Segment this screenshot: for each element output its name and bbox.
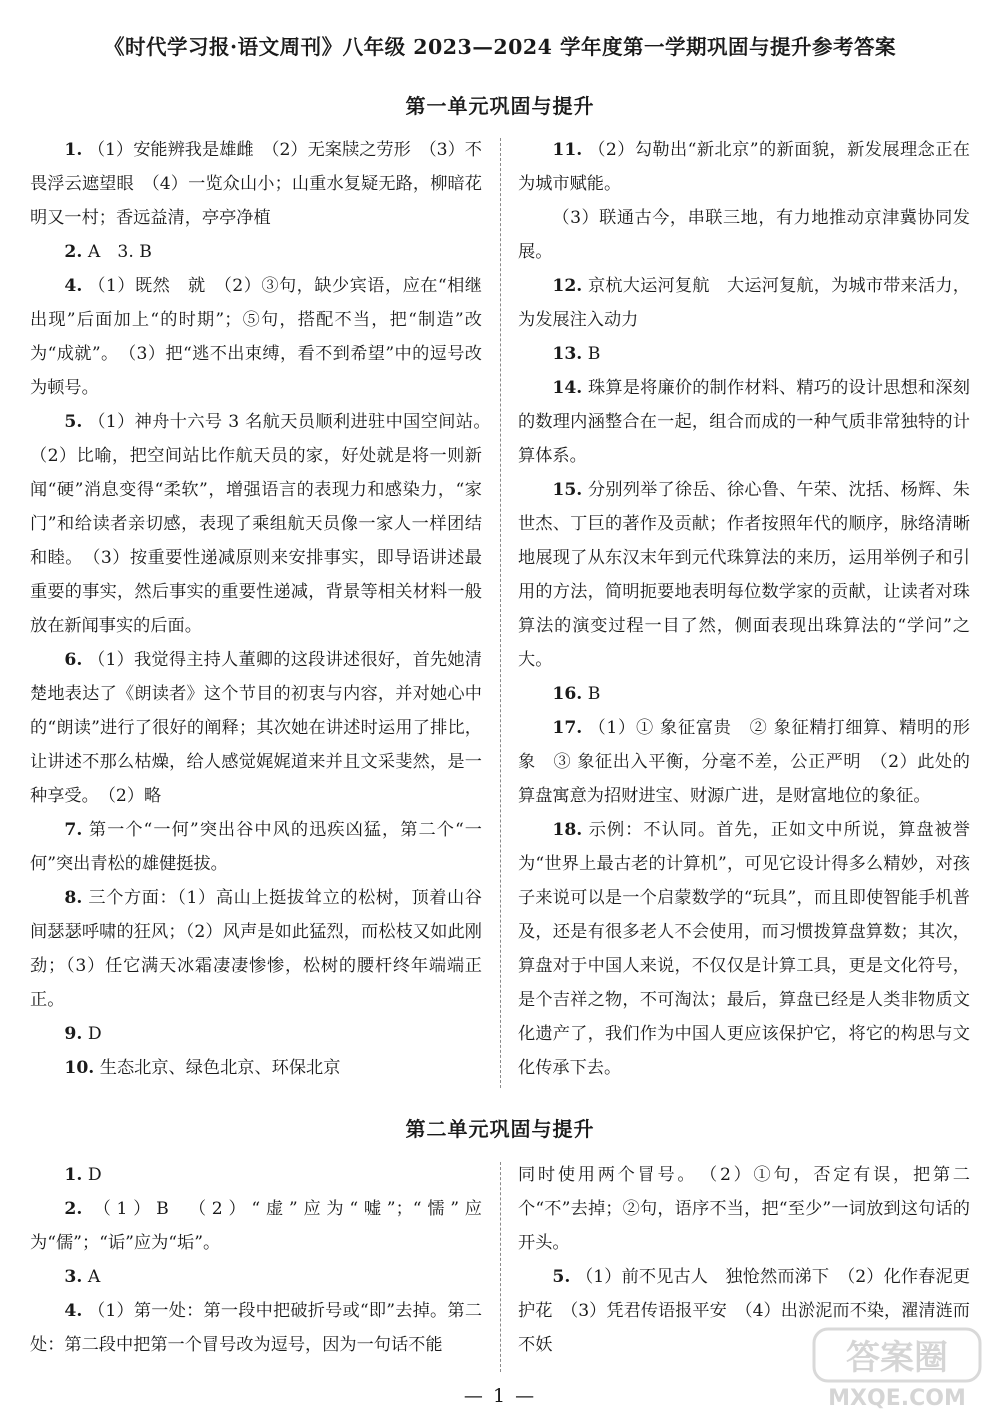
item-text: 京杭大运河复航 大运河复航，为城市带来活力，为发展注入动力 bbox=[518, 276, 970, 330]
item-number: 8. bbox=[64, 888, 83, 908]
item-text: （3）联通古今，串联三地，有力地推动京津冀协同发展。 bbox=[518, 208, 970, 262]
answer-item bbox=[30, 1017, 482, 1051]
answer-item bbox=[518, 711, 970, 813]
answer-item bbox=[30, 643, 482, 813]
item-number: 2. bbox=[64, 1199, 83, 1219]
item-number: 4. bbox=[64, 1301, 83, 1321]
answer-item bbox=[30, 1158, 482, 1192]
item-text: （1）安能辨我是雄雌 （2）无案牍之劳形 （3）不畏浮云遮望眼 （4）一览众山小；山重水复疑无路，柳暗花明又一村；香远益清，亭亭净植 bbox=[30, 140, 482, 228]
item-number: 11. bbox=[552, 140, 583, 160]
item-text: 分别列举了徐岳、徐心鲁、午荣、沈括、杨辉、朱世杰、丁巨的著作及贡献；作者按照年代的顺序，脉络清晰地展现了从东汉末年到元代珠算法的来历，运用举例子和引用的方法，简明扼要地表明每位数学家的贡献，让读者对珠算法的演变过程一目了然，侧面表现出珠算法的“学问”之大。 bbox=[518, 480, 970, 670]
page-title: 《时代学习报·语文周刊》八年级 2023—2024 学年度第一学期巩固与提升参考答案 bbox=[103, 35, 897, 59]
item-text: （1）前不见古人 独怆然而涕下 （2）化作春泥更护花 （3）凭君传语报平安 （4）出淤泥而不染，濯清涟而不妖 bbox=[518, 1267, 971, 1355]
item-number: 9. bbox=[64, 1024, 83, 1044]
item-number: 2. bbox=[64, 242, 83, 262]
item-number: 1. bbox=[64, 140, 83, 160]
item-text: A bbox=[87, 1267, 101, 1287]
answer-continuation: 同时使用两个冒号。 （2）①句，否定有误，把第二个“不”去掉；②句，语序不当，把“至少”一词放到这句话的开头。 bbox=[518, 1165, 970, 1253]
item-number: 7. bbox=[64, 820, 83, 840]
item-number: 12. bbox=[552, 276, 583, 296]
unit1-title: 第一单元巩固与提升 bbox=[405, 94, 595, 118]
item-text: B bbox=[587, 344, 601, 364]
item-text: （1）我觉得主持人董卿的这段讲述很好，首先她清楚地表达了《朗读者》这个节目的初衷与内容，并对她心中的“朗读”进行了很好的阐释；其次她在讲述时运用了排比，让讲述不那么枯燥，给人感觉娓娓道来并且文采斐然，是一种享受。 （2）略 bbox=[30, 650, 482, 806]
answer-item bbox=[30, 881, 482, 1017]
item-number: 4. bbox=[64, 276, 83, 296]
answer-item bbox=[30, 235, 482, 269]
item-text: （1）B （2）“虚”应为“嘘”；“懦”应为“儒”；“诟”应为“垢”。 bbox=[30, 1199, 482, 1253]
item-text: 生态北京、绿色北京、环保北京 bbox=[99, 1058, 341, 1078]
answer-item bbox=[518, 813, 970, 1085]
item-text: D bbox=[87, 1165, 102, 1185]
item-number: 5. bbox=[552, 1267, 571, 1287]
answer-item bbox=[30, 1051, 482, 1085]
item-text: 三个方面：（1）高山上挺拔耸立的松树，顶着山谷间瑟瑟呼啸的狂风；（2）风声是如此猛烈，而松枝又如此刚劲；（3）任它满天冰霜凄凄惨惨，松树的腰杆终年端端正正。 bbox=[30, 888, 482, 1010]
item-text: 示例：不认同。首先，正如文中所说，算盘被誉为“世界上最古老的计算机”，可见它设计得多么精妙，对孩子来说可以是一个启蒙数学的“玩具”，而且即使智能手机普及，还是有很多老人不会使用，而习惯拨算盘算数；其次，算盘对于中国人来说，不仅仅是计算工具，更是文化符号，是个吉祥之物，不可淘汰；最后，算盘已经是人类非物质文化遗产了，我们作为中国人更应该保护它，将它的构思与文化传承下去。 bbox=[518, 820, 970, 1078]
item-text: 第一个“一何”突出谷中风的迅疾凶猛，第二个“一何”突出青松的雄健挺拔。 bbox=[30, 820, 482, 874]
item-text: A 3. B bbox=[87, 242, 152, 262]
answer-item bbox=[518, 133, 970, 201]
item-text: 珠算是将廉价的制作材料、精巧的设计思想和深刻的数理内涵整合在一起，组合而成的一种气质非常独特的计算体系。 bbox=[518, 378, 970, 466]
item-number: 13. bbox=[552, 344, 583, 364]
watermark-graphic bbox=[812, 1325, 982, 1413]
answer-item bbox=[518, 201, 970, 269]
watermark-text: 答案圈 bbox=[846, 1338, 948, 1378]
unit2-title: 第二单元巩固与提升 bbox=[405, 1117, 595, 1141]
item-text: （1）第一处：第一段中把破折号或“即”去掉。第二处：第二段中把第一个冒号改为逗号，因为一句话不能 bbox=[30, 1301, 483, 1355]
answer-item bbox=[518, 337, 970, 371]
answer-item bbox=[518, 473, 970, 677]
item-number: 15. bbox=[552, 480, 583, 500]
answer-item bbox=[30, 1192, 482, 1260]
answer-item bbox=[518, 371, 970, 473]
answer-item bbox=[30, 405, 500, 643]
item-number: 17. bbox=[552, 718, 583, 738]
item-text: （1）神舟十六号 3 名航天员顺利进驻中国空间站。 （2）比喻，把空间站比作航天员的家，好处就是将一则新闻“硬”消息变得“柔软”，增强语言的表现力和感染力，“家门”和给读者亲切感，表现了乘组航天员像一家人一样团结和睦。 （3）按重要性递减原则来安排事实，即导语讲述最重要的事实，然后事实的重要性递减，背景等相关材料一般放在新闻事实的后面。 bbox=[30, 412, 500, 636]
answer-item bbox=[30, 133, 482, 235]
watermark-url: MXQE.COM bbox=[828, 1386, 966, 1411]
item-text: D bbox=[87, 1024, 102, 1044]
answer-item bbox=[518, 269, 970, 337]
item-number: 14. bbox=[552, 378, 583, 398]
item-number: 5. bbox=[64, 412, 83, 432]
unit1-right-column bbox=[518, 133, 970, 1085]
unit2-left-column bbox=[30, 1158, 482, 1362]
item-text: （1）① 象征富贵 ② 象征精打细算、精明的形象 ③ 象征出入平衡，分毫不差，公正严明 （2）此处的算盘寓意为招财进宝、财源广进，是财富地位的象征。 bbox=[518, 718, 970, 806]
item-number: 16. bbox=[552, 684, 583, 704]
item-number: 3. bbox=[64, 1267, 83, 1287]
answer-item bbox=[518, 677, 970, 711]
item-number: 10. bbox=[64, 1058, 95, 1078]
page-number: — 1 — bbox=[463, 1385, 537, 1407]
column-divider bbox=[500, 138, 501, 1088]
answer-item bbox=[30, 1260, 482, 1294]
answer-item bbox=[30, 1294, 482, 1362]
answer-item bbox=[30, 269, 482, 405]
item-text: （1）既然 就 （2）③句，缺少宾语，应在“相继出现”后面加上“的时期”；⑤句，搭配不当，把“制造”改为“成就”。 （3）把“逃不出束缚，看不到希望”中的逗号改为顿号。 bbox=[30, 276, 482, 398]
unit1-left-column bbox=[30, 133, 500, 1085]
column-divider bbox=[500, 1162, 501, 1372]
answer-item bbox=[30, 813, 482, 881]
item-number: 1. bbox=[64, 1165, 83, 1185]
item-text: （2）勾勒出“新北京”的新面貌，新发展理念正在为城市赋能。 bbox=[518, 140, 970, 194]
item-number: 18. bbox=[552, 820, 583, 840]
item-text: B bbox=[587, 684, 601, 704]
watermark-logo bbox=[812, 1325, 982, 1413]
item-number: 6. bbox=[64, 650, 83, 670]
